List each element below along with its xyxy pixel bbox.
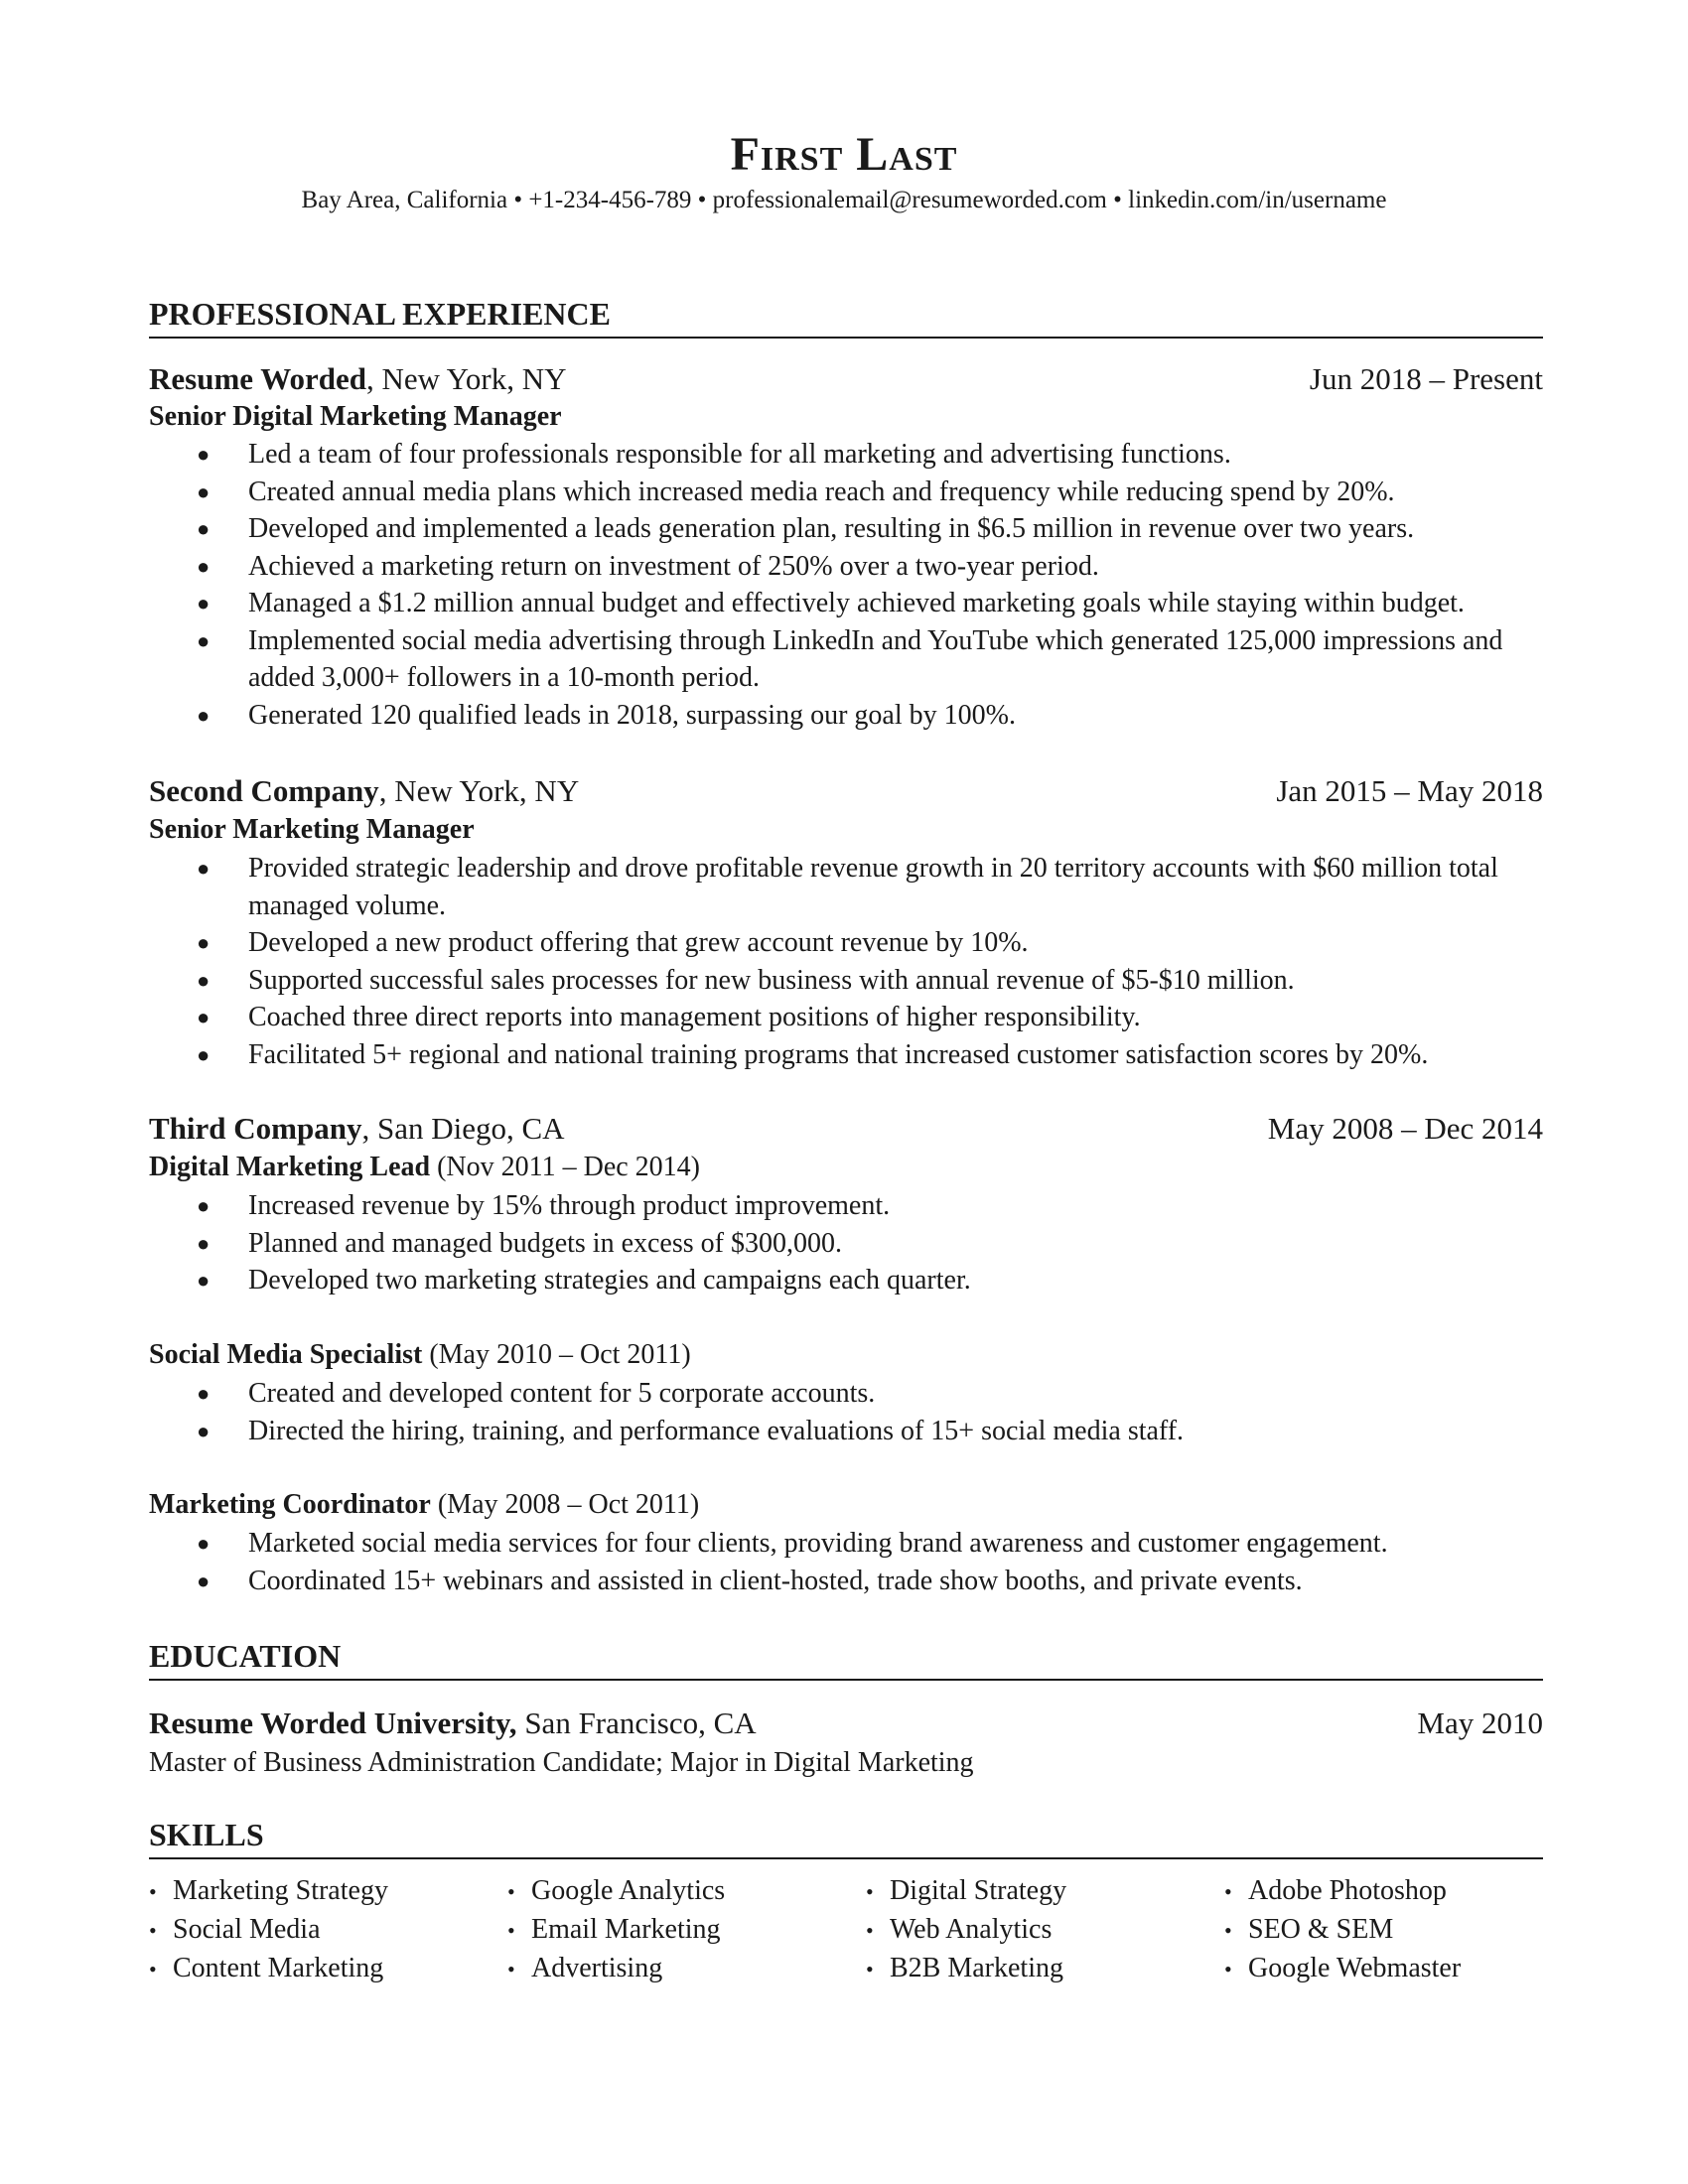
- job-dates: May 2008 – Dec 2014: [1267, 1111, 1543, 1146]
- bullet-item: ● Developed two marketing strategies and campaigns each quarter.: [149, 1262, 1543, 1299]
- role-line: [149, 814, 475, 846]
- role-title: Marketing Coordinator: [149, 1489, 431, 1520]
- skill-item: • Content Marketing: [149, 1953, 384, 1983]
- skills-grid: [149, 1872, 1543, 1988]
- job-dates: Jan 2015 – May 2018: [1276, 773, 1543, 808]
- bullet-item: ● Coached three direct reports into management positions of higher responsibility.: [149, 999, 1543, 1036]
- school-location: San Francisco, CA: [516, 1706, 757, 1740]
- education-section-title: EDUCATION: [149, 1638, 1543, 1681]
- school-line: [149, 1706, 757, 1741]
- bullet-item: ● Achieved a marketing return on investment of 250% over a two-year period.: [149, 548, 1543, 586]
- experience-section-title: PROFESSIONAL EXPERIENCE: [149, 296, 1543, 339]
- role-period: (May 2010 – Oct 2011): [422, 1339, 691, 1370]
- skill-item: • Social Media: [149, 1914, 321, 1945]
- skill-item: • Marketing Strategy: [149, 1875, 388, 1906]
- role-title: Senior Marketing Manager: [149, 814, 475, 845]
- skill-item: • Advertising: [507, 1953, 663, 1983]
- bullet-item: ● Facilitated 5+ regional and national training programs that increased customer satisfaction scores by 20%.: [149, 1036, 1543, 1074]
- skill-item: • SEO & SEM: [1224, 1914, 1394, 1945]
- role-period: (May 2008 – Oct 2011): [430, 1489, 700, 1520]
- bullet-list: [149, 850, 1543, 1073]
- bullet-item: ● Coordinated 15+ webinars and assisted in client-hosted, trade show booths, and private events.: [149, 1563, 1543, 1600]
- job-company-line: [149, 1111, 565, 1147]
- company-location: , New York, NY: [378, 773, 580, 808]
- job-company-line: [149, 773, 579, 809]
- candidate-name: First Last: [730, 128, 958, 181]
- bullet-item: ● Provided strategic leadership and drove profitable revenue growth in 20 territory accounts with $60 million total managed volume.: [149, 850, 1543, 924]
- bullet-item: ● Generated 120 qualified leads in 2018, surpassing our goal by 100%.: [149, 697, 1543, 735]
- skill-item: • Web Analytics: [866, 1914, 1053, 1945]
- skill-item: • Digital Strategy: [866, 1875, 1067, 1906]
- role-line: [149, 1152, 700, 1183]
- bullet-item: ● Led a team of four professionals responsible for all marketing and advertising functions.: [149, 436, 1543, 474]
- bullet-list: [149, 1525, 1543, 1599]
- bullet-item: ● Developed and implemented a leads generation plan, resulting in $6.5 million in revenue over two years.: [149, 510, 1543, 548]
- job-header: [149, 1111, 1543, 1147]
- skill-item: • Email Marketing: [507, 1914, 721, 1945]
- bullet-item: ● Created annual media plans which increased media reach and frequency while reducing spend by 20%.: [149, 474, 1543, 511]
- bullet-item: ● Planned and managed budgets in excess of $300,000.: [149, 1225, 1543, 1263]
- contact-line: Bay Area, California • +1-234-456-789 • professionalemail@resumeworded.com • linkedin.com/in/username: [301, 187, 1387, 213]
- bullet-item: ● Increased revenue by 15% through product improvement.: [149, 1187, 1543, 1225]
- role-title: Senior Digital Marketing Manager: [149, 401, 562, 432]
- skill-item: • B2B Marketing: [866, 1953, 1063, 1983]
- education-header: [149, 1706, 1543, 1741]
- role-line: [149, 401, 562, 433]
- bullet-list: [149, 436, 1543, 734]
- bullet-item: ● Managed a $1.2 million annual budget and effectively achieved marketing goals while staying within budget.: [149, 585, 1543, 622]
- job-header: [149, 773, 1543, 809]
- bullet-item: ● Developed a new product offering that grew account revenue by 10%.: [149, 924, 1543, 962]
- company-location: , New York, NY: [366, 361, 567, 396]
- skill-item: • Adobe Photoshop: [1224, 1875, 1447, 1906]
- degree-line: Master of Business Administration Candidate; Major in Digital Marketing: [149, 1747, 974, 1778]
- company-name: Second Company: [149, 773, 379, 808]
- job-header: [149, 361, 1543, 397]
- role-title: Digital Marketing Lead: [149, 1152, 431, 1182]
- company-name: Resume Worded: [149, 361, 367, 396]
- school-name: Resume Worded University,: [149, 1706, 517, 1740]
- bullet-item: ● Implemented social media advertising through LinkedIn and YouTube which generated 125,000 impressions and added 3,000+ followers in a 10-month period.: [149, 622, 1543, 697]
- role-line: [149, 1489, 699, 1521]
- education-date: May 2010: [1417, 1706, 1543, 1740]
- role-title: Social Media Specialist: [149, 1339, 423, 1370]
- job-company-line: [149, 361, 567, 397]
- role-line: [149, 1339, 691, 1371]
- skills-section-title: SKILLS: [149, 1817, 1543, 1859]
- job-dates: Jun 2018 – Present: [1309, 361, 1543, 396]
- bullet-item: ● Directed the hiring, training, and performance evaluations of 15+ social media staff.: [149, 1413, 1543, 1450]
- bullet-list: [149, 1187, 1543, 1299]
- company-location: , San Diego, CA: [361, 1111, 565, 1146]
- skill-item: • Google Webmaster: [1224, 1953, 1462, 1983]
- bullet-list: [149, 1375, 1543, 1449]
- role-period: (Nov 2011 – Dec 2014): [430, 1152, 700, 1182]
- bullet-item: ● Created and developed content for 5 corporate accounts.: [149, 1375, 1543, 1413]
- bullet-item: ● Marketed social media services for four clients, providing brand awareness and customer engagement.: [149, 1525, 1543, 1563]
- company-name: Third Company: [149, 1111, 362, 1146]
- skill-item: • Google Analytics: [507, 1875, 726, 1906]
- bullet-item: ● Supported successful sales processes for new business with annual revenue of $5-$10 million.: [149, 962, 1543, 1000]
